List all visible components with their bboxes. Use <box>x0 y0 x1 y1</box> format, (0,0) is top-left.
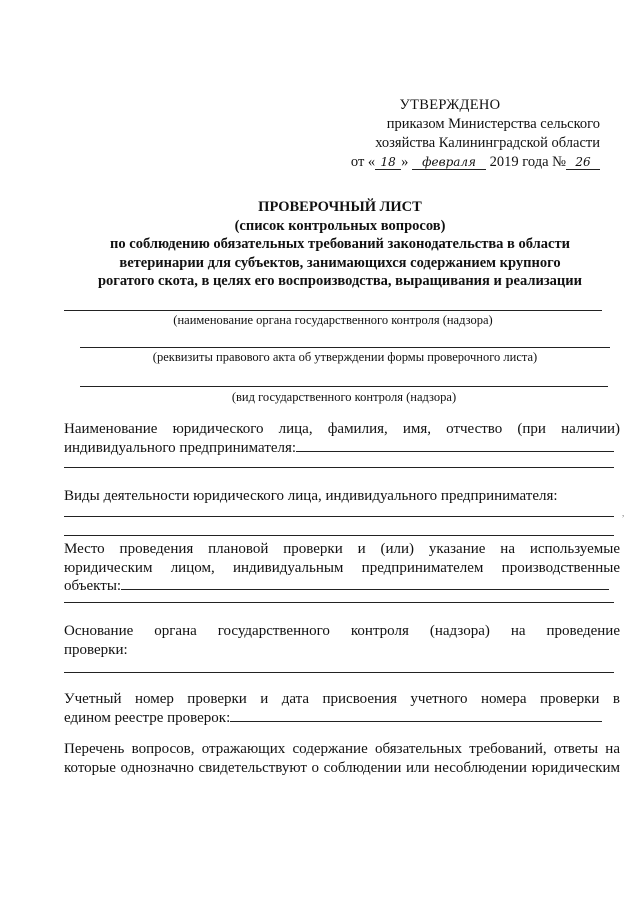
title-line-4: ветеринарии для субъектов, занимающихся содержанием крупного <box>119 254 561 271</box>
basis-section <box>64 622 620 659</box>
basis-line-2: проверки: <box>64 641 128 658</box>
registry-line-2: едином реестре проверок: <box>64 709 231 726</box>
approval-day: 18 <box>375 155 401 170</box>
scan-mark: , <box>622 508 625 518</box>
organ-name-field[interactable] <box>64 310 602 311</box>
act-caption: (реквизиты правового акта об утверждении формы проверочного листа) <box>152 350 538 364</box>
approval-number: 26 <box>566 155 600 170</box>
activities-field-2[interactable] <box>64 535 614 536</box>
approval-date-line <box>300 153 600 172</box>
entity-name-section <box>64 420 620 457</box>
title-line-1: ПРОВЕРОЧНЫЙ ЛИСТ <box>258 199 422 215</box>
place-field-2[interactable] <box>64 602 614 603</box>
place-field[interactable] <box>121 589 609 590</box>
title-line-5: рогатого скота, в целях его воспроизводства, выращивания и реализации <box>97 273 582 289</box>
place-section <box>64 540 620 596</box>
registry-line-1: Учетный номер проверки и дата присвоения учетного номера проверки в <box>64 691 620 707</box>
date-prefix: от « <box>350 154 376 170</box>
activities-section <box>64 487 620 506</box>
activities-label: Виды деятельности юридического лица, индивидуального предпринимателя: <box>64 488 558 504</box>
place-line-3: объекты: <box>64 578 122 594</box>
approval-line-2: хозяйства Калининградской области <box>375 135 600 151</box>
questions-intro <box>64 740 620 777</box>
place-line-1: Место проведения плановой проверки и (или) указание на используемые <box>64 541 620 557</box>
control-type-caption: (вид государственного контроля (надзора) <box>231 390 457 404</box>
questions-line-2: которые однозначно свидетельствуют о соблюдении или несоблюдении юридическим <box>64 759 620 776</box>
control-type-field[interactable] <box>80 386 608 387</box>
basis-field[interactable] <box>64 672 614 673</box>
entity-name-line-1: Наименование юридического лица, фамилия, имя, отчество (при наличии) <box>64 421 620 437</box>
approval-title: УТВЕРЖДЕНО <box>399 97 501 113</box>
basis-line-1: Основание органа государственного контроля (надзора) на проведение <box>64 623 620 639</box>
document-title <box>60 198 620 291</box>
legal-act-field[interactable] <box>80 347 610 348</box>
organ-caption: (наименование органа государственного контроля (надзора) <box>173 313 493 327</box>
entity-name-field-2[interactable] <box>64 467 614 468</box>
place-line-2: юридическим лицом, индивидуальным предпринимателем производственные <box>64 559 620 576</box>
approval-line-1: приказом Министерства сельского <box>386 116 600 132</box>
approval-year: 2019 года № <box>489 154 566 170</box>
registry-section <box>64 690 620 727</box>
questions-line-1: Перечень вопросов, отражающих содержание обязательных требований, ответы на <box>64 741 620 757</box>
approval-block <box>300 96 600 172</box>
title-line-3: по соблюдению обязательных требований законодательства в области <box>110 236 570 252</box>
title-line-2: (список контрольных вопросов) <box>234 217 446 234</box>
date-mid: » <box>401 154 409 170</box>
activities-field-1[interactable] <box>64 516 614 517</box>
entity-name-line-2: индивидуального предпринимателя: <box>64 439 297 456</box>
entity-name-field[interactable] <box>296 451 614 452</box>
approval-month: февраля <box>412 155 486 170</box>
registry-field[interactable] <box>230 721 602 722</box>
